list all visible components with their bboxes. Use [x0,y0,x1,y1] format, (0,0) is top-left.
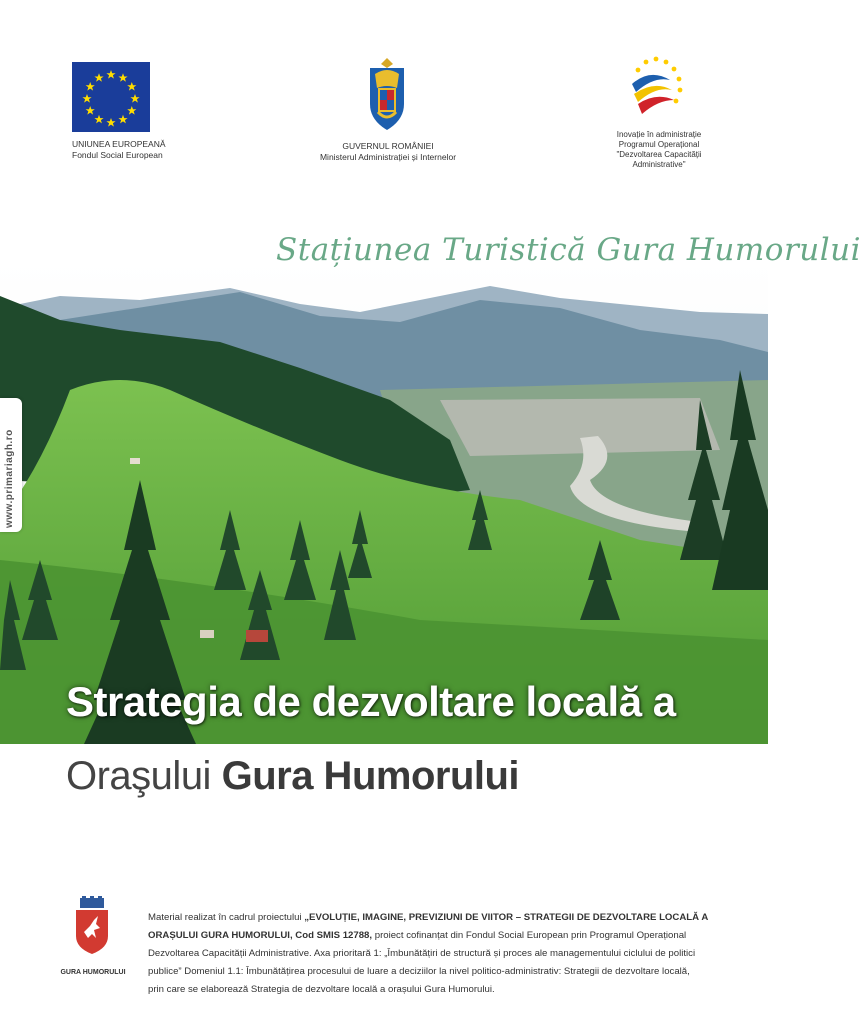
main-title: Strategia de dezvoltare locală a [66,678,676,725]
subtitle-bold: Gura Humorului [221,754,520,798]
program-operational-caption [604,130,714,170]
poca-caption-line3: "Dezvoltarea Capacității [616,150,702,159]
government-caption [300,141,476,163]
disclaimer-project-name: „EVOLUȚIE, IMAGINE, PREVIZIUNI DE VIITOR – STRATEGII DE DEZVOLTARE LOCALĂ A ORAȘULUI GURA HUMORULUI, Cod SMIS 12788, [148,912,708,941]
program-operational-logo [626,54,688,126]
eu-caption [72,139,192,161]
gov-caption-line1: GUVERNUL ROMÂNIEI [342,141,434,151]
project-disclaimer [148,909,708,999]
poca-caption-line4: Administrative" [632,160,686,169]
town-caption: GURA HUMORULUI [60,969,126,976]
gura-humorului-coat-of-arms-logo [74,898,110,956]
subtitle-regular: Oraşului [66,754,211,798]
eu-caption-line1: UNIUNEA EUROPEANĂ [72,139,166,149]
website-url[interactable]: www.primariagh.ro [4,429,15,528]
romania-coat-of-arms-logo [366,58,408,134]
poca-caption-line2: Programul Operațional [618,140,700,149]
disclaimer-body: proiect cofinanțat din Fondul Social European prin Programul Operațional Dezvoltarea Capacității Administrative. Axa prioritară 1: „Îmbunătățiri de structură și proces ale managementului ciclului de politici publice” Domeniul 1.1: Îmbunătățirea procesului de luare a deciziilor la nivel politico-administrativ: Strategii de dezvoltare locală, prin care se elaborează Strategia de dezvoltare locală a orașului Gura Humorului. [148,930,696,995]
eu-flag-logo [72,62,150,132]
disclaimer-intro: Material realizat în cadrul proiectului [148,912,305,923]
eu-caption-line2: Fondul Social European [72,150,163,160]
landscape-photo [0,260,768,744]
website-tab[interactable] [0,398,22,532]
gov-caption-line2: Ministerul Administrației și Internelor [319,152,457,162]
poca-caption-line1: Inovație în administrație [616,130,702,139]
resort-script-title: Stațiunea Turistică Gura Humorului [276,232,861,268]
subtitle [66,754,519,799]
